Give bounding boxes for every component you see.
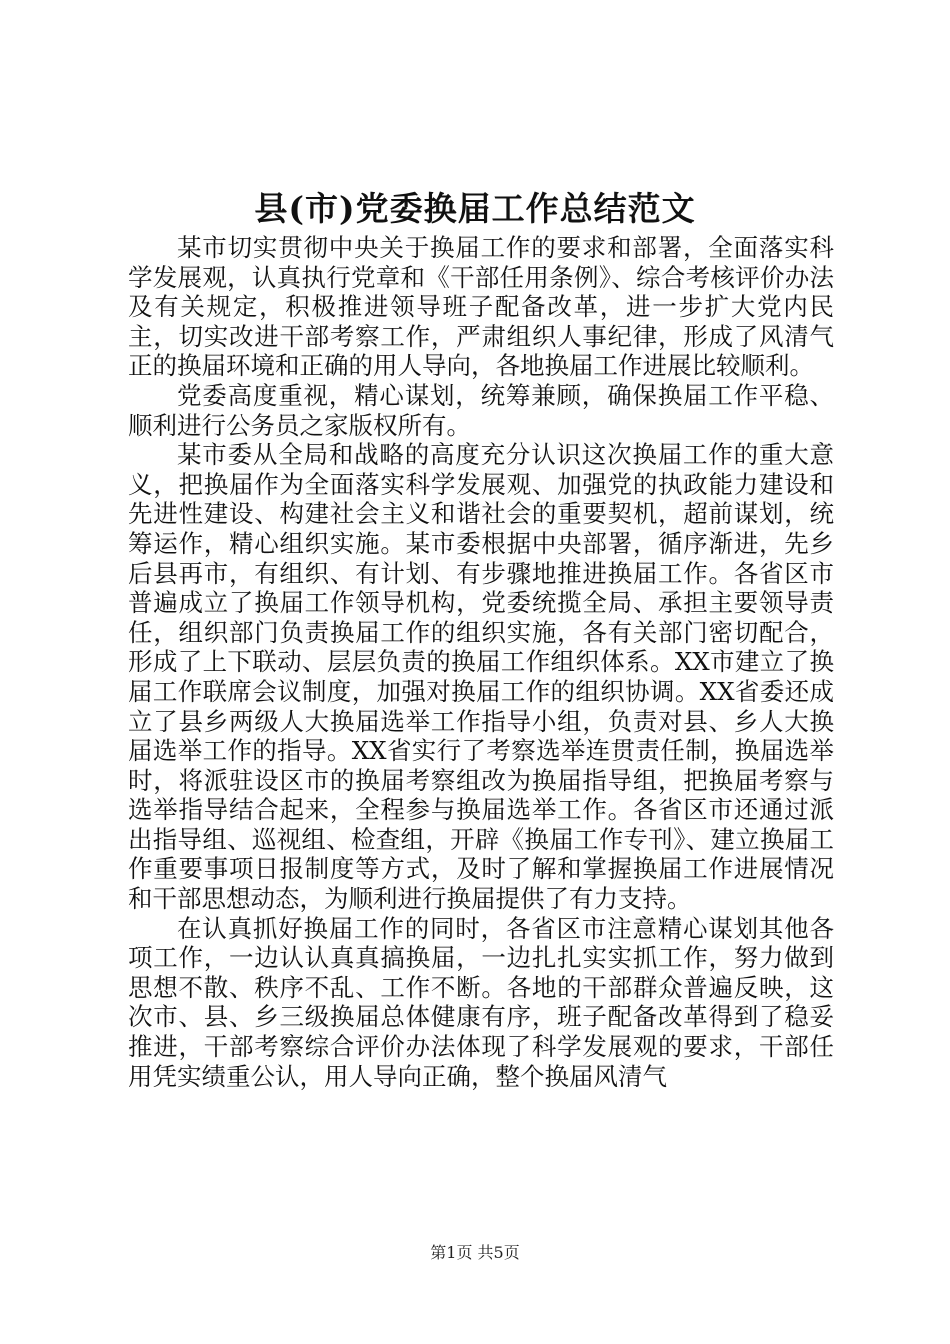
paragraph-heading-leadership: 党委高度重视，精心谋划，统筹兼顾，确保换届工作平稳、顺利进行公务员之家版权所有。: [128, 380, 834, 440]
paragraph-organization: 某市委从全局和战略的高度充分认识这次换届工作的重大意义，把换届作为全面落实科学发展观、加强党的执政能力建设和先进性建设、构建社会主义和谐社会的重要契机，超前谋划，统筹运作，精心组织实施。某市委根据中央部署，循序渐进，先乡后县再市，有组织、有计划、有步骤地推进换届工作。各省区市普遍成立了换届工作领导机构，党委统揽全局、承担主要领导责任，组织部门负责换届工作的组织实施，各有关部门密切配合，形成了上下联动、层层负责的换届工作组织体系。XX市建立了换届工作联席会议制度，加强对换届工作的组织协调。XX省委还成立了县乡两级人大换届选举工作指导小组，负责对县、乡人大换届选举工作的指导。XX省实行了考察选举连贯责任制，换届选举时，将派驻设区市的换届考察组改为换届指导组，把换届考察与选举指导结合起来，全程参与换届选举工作。各省区市还通过派出指导组、巡视组、检查组，开辟《换届工作专刊》、建立换届工作重要事项日报制度等方式，及时了解和掌握换届工作进展情况和干部思想动态，为顺利进行换届提供了有力支持。: [128, 440, 834, 914]
page-footer: 第1页 共5页: [430, 1243, 520, 1262]
document-body: [128, 233, 834, 1091]
paragraph-other-work: 在认真抓好换届工作的同时，各省区市注意精心谋划其他各项工作，一边认认真真搞换届，一边扎扎实实抓工作，努力做到思想不散、秩序不乱、工作不断。各地的干部群众普遍反映，这次市、县、乡三级换届总体健康有序，班子配备改革得到了稳妥推进，干部考察综合评价办法体现了科学发展观的要求，干部任用凭实绩重公认，用人导向正确，整个换届风清气: [128, 913, 834, 1091]
document-title: 县(市)党委换届工作总结范文: [254, 189, 696, 228]
paragraph-intro: 某市切实贯彻中央关于换届工作的要求和部署，全面落实科学发展观，认真执行党章和《干部任用条例》、综合考核评价办法及有关规定，积极推进领导班子配备改革，进一步扩大党内民主，切实改进干部考察工作，严肃组织人事纪律，形成了风清气正的换届环境和正确的用人导向，各地换届工作进展比较顺利。: [128, 233, 834, 381]
